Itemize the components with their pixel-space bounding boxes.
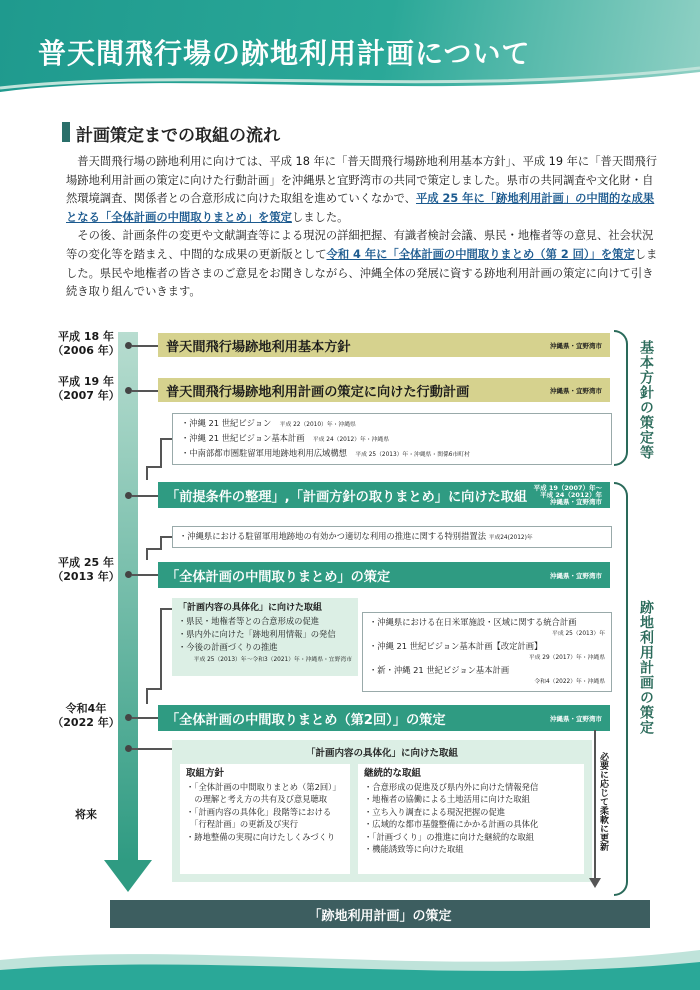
year-2022: 令和4年 （2022 年） [52, 702, 120, 729]
update-arrow-line [594, 730, 596, 880]
year-2006: 平成 18 年 （2006 年） [52, 330, 120, 357]
timeline-dot [125, 571, 132, 578]
connector [132, 345, 158, 347]
page-title: 普天間飛行場の跡地利用計画について [38, 37, 531, 70]
concretization-box-2022: 「計画内容の具体化」に向けた取組 取組方針 ・「全体計画の中間取りまとめ（第2回）」 の理解と考え方の共有及び意見聴取 ・「計画内容の具体化」段階等における 「行程計画」の更新及び実行 ・跡地整備の実現に向けたしくみづくり 継続的な取組 ・合意形成の促進及び県内外に向けた情報発信 ・地権者の協働による土地活用に向けた取組 ・立ち入り調査による現況把握の促進 ・広域的な都市基盤整備にかかる計画の具体化 ・「計画づくり」の推進に向けた継続的な取組 ・機能誘致等に向けた取組 [172, 740, 592, 882]
year-2007: 平成 19 年 （2007 年） [52, 375, 120, 402]
policy-list: 取組方針 ・「全体計画の中間取りまとめ（第2回）」 の理解と考え方の共有及び意見聴取 ・「計画内容の具体化」段階等における 「行程計画」の更新及び実行 ・跡地整備の実現に向けたしくみづくり [180, 764, 350, 874]
timeline-dot [125, 714, 132, 721]
final-plan-bar: 「跡地利用計画」の策定 [110, 900, 650, 928]
connector [132, 390, 158, 392]
flow-line [146, 688, 148, 704]
intro-text: 普天間飛行場の跡地利用に向けては、平成 18 年に「普天間飛行場跡地利用基本方針」、平成 19 年に「普天間飛行場跡地利用計画の策定に向けた行動計画」を沖縄県と宜野湾市の共同で策定しました。県市の共同調査や文化財・自然環境調査、関係者との合意形成に向けた取組を進めていくなかで、平成 25 年に「跡地利用計画」の中間的な成果となる「全体計画の中間取りまとめ」を策定しました。 その後、計画条件の変更や文献調査等による現況の詳細把握、有識者検討会議、県民・地権者等の意見、社会状況等の変化等を踏まえ、中間的な成果の更新版として令和 4 年に「全体計画の中間取りまとめ（第 2 回）」を策定しました。県民や地権者の皆さまのご意見をお聞きしながら、沖縄全体の発展に資する跡地利用計画の策定に向けて引き続き取り組んでいきます。 [66, 155, 658, 299]
milestone-interim-2013: 「全体計画の中間取りまとめ」の策定 沖縄県・宜野湾市 [158, 562, 610, 588]
side-label-policy: 基本方針の策定等 [638, 340, 654, 460]
flow-line [146, 548, 162, 550]
update-arrow-head [589, 878, 601, 888]
flow-line [146, 466, 148, 480]
flow-line [146, 548, 148, 560]
connector [132, 748, 172, 750]
side-label-plan: 跡地利用計画の策定 [638, 600, 654, 735]
milestone-preconditions: 「前提条件の整理」,「計画方針の取りまとめ」に向けた取組 平成 19（2007）年～ 平成 24（2012）年 沖縄県・宜野湾市 [158, 482, 610, 508]
related-plans-box-1: ・沖縄 21 世紀ビジョン 平成 22（2010）年・沖縄県 ・沖縄 21 世紀ビジョン基本計画 平成 24（2012）年・沖縄県 ・中南部都市圏駐留軍用地跡地利用広域構想 平成 25（2013）年・沖縄県・関係6市町村 [172, 413, 612, 465]
flow-line [160, 608, 162, 688]
connector [132, 717, 158, 719]
brace-lower [614, 482, 628, 896]
timeline-dot [125, 387, 132, 394]
highlight-2013: 平成 25 年に「跡地利用計画」の中間的な成果となる「全体計画の中間取りまとめ」を策定 [66, 192, 655, 224]
timeline-dot [125, 745, 132, 752]
flexible-update-note: 必要に応じて柔軟に更新 [598, 752, 608, 851]
milestone-interim-2022: 「全体計画の中間取りまとめ（第2回）」の策定 沖縄県・宜野湾市 [158, 705, 610, 731]
milestone-action-plan: 普天間飛行場跡地利用計画の策定に向けた行動計画 沖縄県・宜野湾市 [158, 378, 610, 402]
timeline-dot [125, 342, 132, 349]
highlight-2022: 令和 4 年に「全体計画の中間取りまとめ（第 2 回）」を策定 [326, 247, 635, 261]
connector [132, 574, 158, 576]
section-title: 計画策定までの取組の流れ [76, 126, 280, 146]
flow-line [160, 608, 172, 610]
flow-line [160, 438, 172, 440]
year-future: 将来 [75, 808, 97, 821]
timeline-arrow-shaft [118, 332, 138, 862]
milestone-basic-policy: 普天間飛行場跡地利用基本方針 沖縄県・宜野湾市 [158, 333, 610, 357]
connector [132, 495, 158, 497]
footer-wave [0, 940, 700, 990]
special-measures-law-box: ・沖縄県における駐留軍用地跡地の有効かつ適切な利用の推進に関する特別措置法 平成24(2012)年 [172, 526, 612, 548]
timeline-arrow-head [104, 860, 152, 892]
flow-line [146, 688, 162, 690]
timeline-dot [125, 492, 132, 499]
flow-line [160, 536, 172, 538]
related-plans-box-2: ・沖縄県における在日米軍施設・区域に関する統合計画 平成 25（2013）年 ・沖縄 21 世紀ビジョン基本計画【改定計画】 平成 29（2017）年・沖縄県 ・新・沖縄 21 世紀ビジョン基本計画 令和4（2022）年・沖縄県 [362, 612, 612, 692]
flow-line [146, 466, 162, 468]
section-marker [62, 122, 70, 142]
ongoing-list: 継続的な取組 ・合意形成の促進及び県内外に向けた情報発信 ・地権者の協働による土地活用に向けた取組 ・立ち入り調査による現況把握の促進 ・広域的な都市基盤整備にかかる計画の具体化 ・「計画づくり」の推進に向けた継続的な取組 ・機能誘致等に向けた取組 [358, 764, 584, 874]
brace-upper [614, 330, 628, 466]
flow-line [160, 438, 162, 466]
concretization-box-2013: 「計画内容の具体化」に向けた取組 ・県民・地権者等との合意形成の促進 ・県内外に向けた「跡地利用情報」の発信 ・今後の計画づくりの推進 平成 25（2013）年～令和3（2021）年・沖縄県・宜野湾市 [172, 598, 358, 676]
year-2013: 平成 25 年 （2013 年） [52, 556, 120, 583]
